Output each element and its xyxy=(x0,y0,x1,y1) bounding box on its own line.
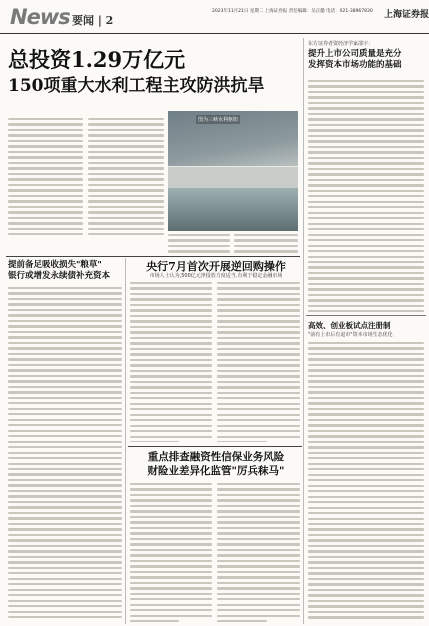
dam-photo xyxy=(168,111,298,231)
pboc-body-col2 xyxy=(217,282,300,442)
bank-body xyxy=(8,287,122,622)
lead-headline xyxy=(8,47,298,99)
paper-name-logo: 上海证券报 xyxy=(384,10,429,20)
lead-headline-line1: 总投资1.29万亿元 xyxy=(8,47,186,72)
masthead xyxy=(0,0,429,34)
sidebar1-headline-line1: 提升上市公司质量是充分 xyxy=(308,49,402,59)
column-rule-left xyxy=(125,258,126,624)
pboc-body-col1 xyxy=(130,282,212,442)
dam-water xyxy=(168,188,298,231)
dam-structure xyxy=(168,166,298,188)
bank-headline xyxy=(8,260,123,282)
photo-caption: 图为三峡水利枢纽 xyxy=(198,117,239,123)
lead-body-col2 xyxy=(88,118,164,238)
pboc-subhead: 市场人士认为,500亿元净投放力度适当,有利于稳定金融市场 xyxy=(149,273,283,279)
news-logo: News xyxy=(10,5,70,29)
insurance-body-col2 xyxy=(217,483,300,622)
lead-headline-line2: 150项重大水利工程主攻防洪抗旱 xyxy=(8,76,265,96)
sidebar2-headline: 高效、创业板试点注册制 xyxy=(308,321,391,330)
insurance-headline-line1: 重点排查融资性信保业务风险 xyxy=(147,451,285,463)
lead-body-col1 xyxy=(8,118,83,238)
sidebar1-headline xyxy=(308,49,426,71)
column-rule xyxy=(303,38,304,624)
bank-headline-line2: 银行或增发永续债补充资本 xyxy=(8,271,111,281)
lead-body-bottom-1 xyxy=(168,234,230,254)
sidebar1-body xyxy=(308,80,424,312)
bank-headline-line1: 提前备足吸收损失"粮草" xyxy=(8,260,102,270)
sidebar2-body xyxy=(308,342,424,622)
section-label: 要闻 | 2 xyxy=(72,14,114,27)
sidebar1-headline-line2: 发挥资本市场功能的基础 xyxy=(308,60,402,70)
sidebar1-kicker: 东方证券者资经济学家邵宇： xyxy=(308,41,374,47)
insurance-headline xyxy=(130,450,302,478)
lead-body-bottom-2 xyxy=(234,234,298,254)
pboc-headline: 央行7月首次开展逆回购操作 xyxy=(146,260,286,273)
divider-center xyxy=(128,446,302,447)
divider-sidebar xyxy=(306,315,426,316)
divider-lead xyxy=(6,256,300,257)
sidebar2-subhead: "前有上市后有退市"资本市场生态优化 xyxy=(308,332,393,338)
dateline: 2023年11月21日 星期二 上海证券报 责任编辑：吴正懿 电话：021-38967830 xyxy=(212,9,373,14)
insurance-headline-line2: 财险业差异化监管"厉兵秣马" xyxy=(147,465,285,477)
insurance-body-col1 xyxy=(130,483,212,622)
